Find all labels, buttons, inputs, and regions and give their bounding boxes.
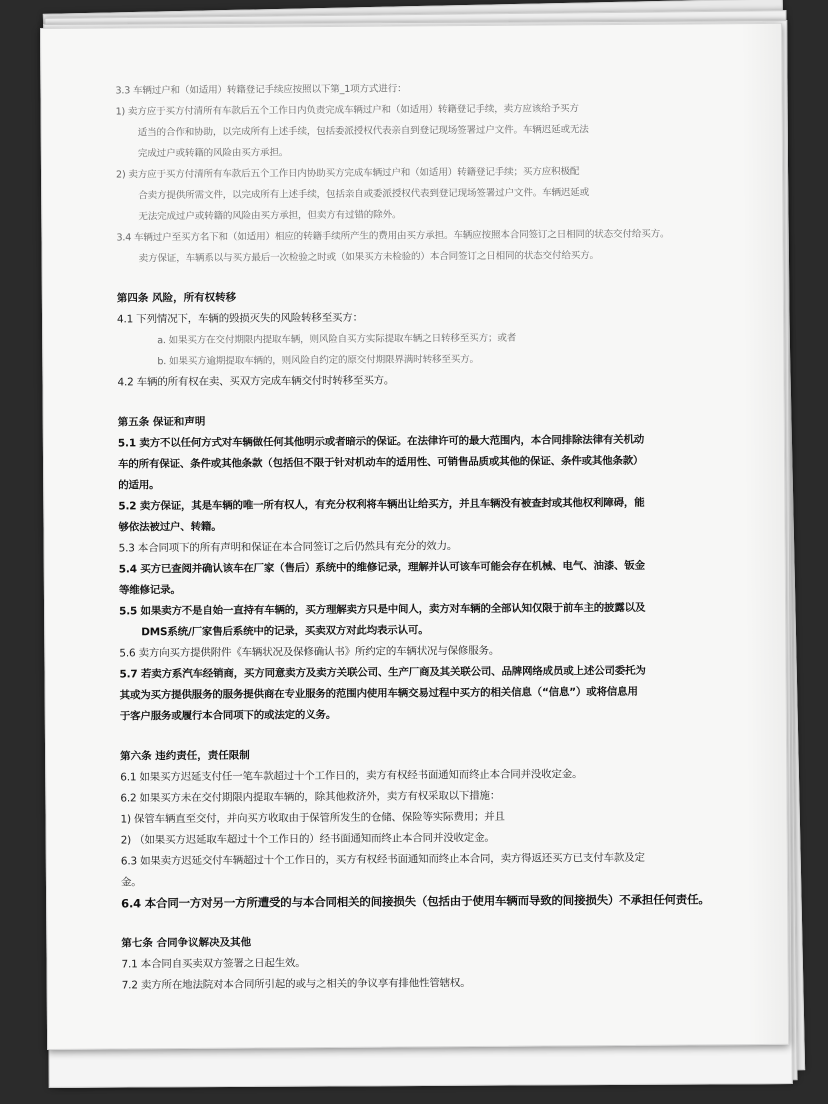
clause-3-3-item-1: 1) 卖方应于买方付清所有车款后五个工作日内负责完成车辆过户和（如适用）转籍登记手续，卖方应该给予买方 xyxy=(115,103,579,118)
clause-6-3-cont: 金。 xyxy=(120,876,142,889)
clause-4-1-a: a. 如果买方在交付期限内提取车辆，则风险自买方实际提取车辆之日转移至买方；或者 xyxy=(157,332,517,347)
clause-5-2-cont: 够依法被过户、转籍。 xyxy=(118,520,222,534)
article-5-heading: 第五条 保证和声明 xyxy=(117,415,206,429)
clause-7-1: 7.1 本合同自买卖双方签署之日起生效。 xyxy=(121,957,306,971)
clause-3-3-item-2: 2) 卖方应于买方付清所有车款后五个工作日内协助买方完成车辆过户和（如适用）转籍登记手续；买方应积极配 xyxy=(115,166,580,181)
clause-6-2-item-2: 2) （如果买方迟延取车超过十个工作日的）经书面通知而终止本合同并没收定金。 xyxy=(120,831,495,847)
article-7-heading: 第七条 合同争议解决及其他 xyxy=(121,936,252,950)
page-shadow-edge xyxy=(741,24,788,1044)
clause-6-3: 6.3 如果卖方迟延交付车辆超过十个工作日的，买方有权经书面通知而终止本合同，卖方得返还买方已支付车款及定 xyxy=(120,851,645,868)
clause-5-4: 5.4 买方已查阅并确认该车在厂家（售后）系统中的维修记录，理解并认可该车可能会存在机械、电气、油漆、钣金 xyxy=(118,559,645,576)
section-3-3 xyxy=(115,76,706,269)
clause-7-2: 7.2 卖方所在地法院对本合同所引起的或与之相关的争议享有排他性管辖权。 xyxy=(121,977,471,992)
clause-5-5: 5.5 如果卖方不是自始一直持有车辆的，买方理解卖方只是中间人，卖方对车辆的全部认知仅限于前车主的披露以及 xyxy=(119,601,646,618)
clause-5-3: 5.3 本合同项下的所有声明和保证在本合同签订之后仍然具有充分的效力。 xyxy=(118,540,458,555)
article-5 xyxy=(118,407,710,727)
article-7 xyxy=(121,928,711,996)
clause-5-1-cont: 车的所有保证、条件或其他条款（包括但不限于针对机动车的适用性、可销售品质或其他的保证、条件或其他条款） xyxy=(118,454,644,471)
clause-4-2: 4.2 车辆的所有权在卖、买双方完成车辆交付时转移至买方。 xyxy=(117,374,395,389)
clause-6-4: 6.4 本合同一方对另一方所遭受的与本合同相关的间接损失（包括由于使用车辆而导致的间接损失）不承担任何责任。 xyxy=(121,892,710,911)
clause-3-4: 3.4 车辆过户至买方名下和（如适用）相应的转籍手续所产生的费用由买方承担。车辆应按照本合同签订之日相同的状态交付给买方。 xyxy=(116,228,670,244)
page-content xyxy=(115,76,711,996)
clause-4-1-b: b. 如果买方逾期提取车辆的，则风险自约定的原交付期限界满时转移至买方。 xyxy=(157,353,479,368)
clause-4-1: 4.1 下列情况下，车辆的毁损灭失的风险转移至买方： xyxy=(116,311,363,326)
clause-6-2-item-1: 1) 保管车辆直至交付，并向买方收取由于保管所发生的仓储、保险等实际费用；并且 xyxy=(120,810,505,826)
clause-3-3-item-1-cont: 适当的合作和协助，以完成所有上述手续，包括委派授权代表亲自到登记现场签署过户文件。车辆迟延或无法 xyxy=(137,124,589,139)
clause-5-6: 5.6 卖方向买方提供附件《车辆状况及保修确认书》所约定的车辆状况与保修服务。 xyxy=(119,644,500,660)
clause-5-4-cont: 等维修记录。 xyxy=(118,584,181,597)
clause-5-5-cont: DMS系统/厂家售后系统中的记录，买卖双方对此均表示认可。 xyxy=(141,624,429,639)
clause-5-1-cont: 的适用。 xyxy=(118,479,160,492)
clause-5-7: 5.7 若卖方系汽车经销商，买方同意卖方及卖方关联公司、生产厂商及其关联公司、品牌网络成员或上述公司委托为 xyxy=(119,664,646,681)
clause-3-3-item-2-cont: 合卖方提供所需文件，以完成所有上述手续，包括亲自或委派授权代表到登记现场签署过户文件。车辆迟延或 xyxy=(138,187,590,202)
clause-3-3-title: 3.3 车辆过户和（如适用）转籍登记手续应按照以下第_1项方式进行： xyxy=(115,83,407,97)
clause-6-1: 6.1 如果买方迟延支付任一笔车款超过十个工作日的，卖方有权经书面通知而终止本合同并没收定金。 xyxy=(120,768,583,784)
article-6-heading: 第六条 违约责任，责任限制 xyxy=(120,749,250,763)
article-4 xyxy=(117,283,708,393)
clause-5-1: 5.1 卖方不以任何方式对车辆做任何其他明示或者暗示的保证。在法律许可的最大范围内，本合同排除法律有关机动 xyxy=(117,433,645,450)
clause-3-3-item-2-cont: 无法完成过户或转籍的风险由买方承担，但卖方有过错的除外。 xyxy=(138,209,402,223)
clause-5-7-cont: 于客户服务或履行本合同项下的或法定的义务。 xyxy=(119,708,337,723)
article-4-heading: 第四条 风险，所有权转移 xyxy=(116,291,237,305)
clause-5-2: 5.2 卖方保证，其是车辆的唯一所有权人，有充分权利将车辆出让给买方，并且车辆没有被查封或其他权利障碍，能 xyxy=(118,496,645,513)
clause-3-4-cont: 卖方保证，车辆系以与买方最后一次检验之时或（如果买方未检验的）本合同签订之日相同的状态交付给买方。 xyxy=(138,250,599,265)
contract-page xyxy=(40,23,789,1050)
clause-6-2: 6.2 如果买方未在交付期限内提取车辆的，除其他救济外，卖方有权采取以下措施： xyxy=(120,789,501,805)
article-6 xyxy=(120,741,711,914)
clause-3-3-item-1-cont: 完成过户或转籍的风险由买方承担。 xyxy=(137,147,289,160)
clause-5-7-cont: 其或为买方提供服务的服务提供商在专业服务的范围内使用车辆交易过程中买方的相关信息（“信息”）或将信息用 xyxy=(119,685,638,702)
